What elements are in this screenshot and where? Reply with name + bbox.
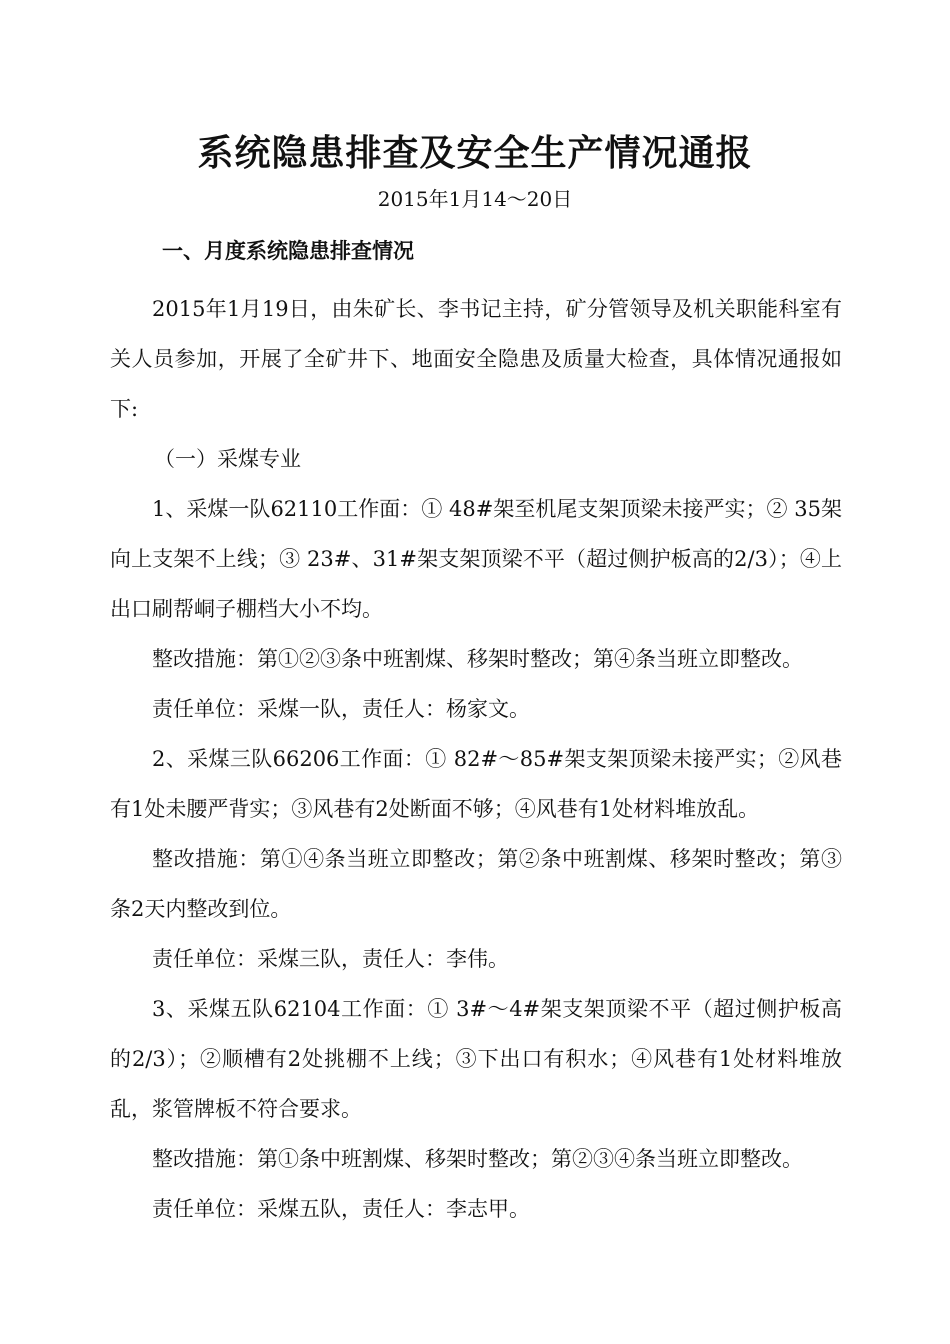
item-1-responsible: 责任单位：采煤一队，责任人：杨家文。 (152, 697, 530, 721)
item-3-responsible: 责任单位：采煤五队，责任人：李志甲。 (152, 1197, 530, 1221)
section-heading: 一、月度系统隐患排查情况 (162, 238, 414, 263)
item-3-issue: 3、采煤五队62104工作面：① 3#～4#架支架顶梁不平（超过侧护板高的2/3）；②顺槽有2处挑棚不上线；③下出口有积水；④风巷有1处材料堆放乱，浆管牌板不符合要求。 (110, 997, 842, 1121)
document-date: 2015年1月14～20日 (377, 187, 573, 211)
item-2-issue: 2、采煤三队66206工作面：① 82#～85#架支架顶梁未接严实；②风巷有1处未腰严背实；③风巷有2处断面不够；④风巷有1处材料堆放乱。 (110, 747, 842, 821)
item-2-responsible: 责任单位：采煤三队，责任人：李伟。 (152, 947, 509, 971)
document-body (110, 284, 842, 1234)
item-1-issue: 1、采煤一队62110工作面：① 48#架至机尾支架顶梁未接严实；② 35架向上支架不上线；③ 23#、31#架支架顶梁不平（超过侧护板高的2/3）；④上出口刷帮峒子棚档大小不均。 (110, 497, 842, 621)
item-3-measures: 整改措施：第①条中班割煤、移架时整改；第②③④条当班立即整改。 (152, 1147, 803, 1171)
intro-paragraph: 2015年1月19日，由朱矿长、李书记主持，矿分管领导及机关职能科室有关人员参加，开展了全矿井下、地面安全隐患及质量大检查，具体情况通报如下: (110, 297, 842, 421)
item-2-measures: 整改措施：第①④条当班立即整改；第②条中班割煤、移架时整改；第③条2天内整改到位。 (110, 847, 842, 921)
document-title: 系统隐患排查及安全生产情况通报 (197, 132, 753, 174)
item-1-measures: 整改措施：第①②③条中班割煤、移架时整改；第④条当班立即整改。 (152, 647, 803, 671)
subsection-heading: （一）采煤专业 (154, 447, 301, 471)
